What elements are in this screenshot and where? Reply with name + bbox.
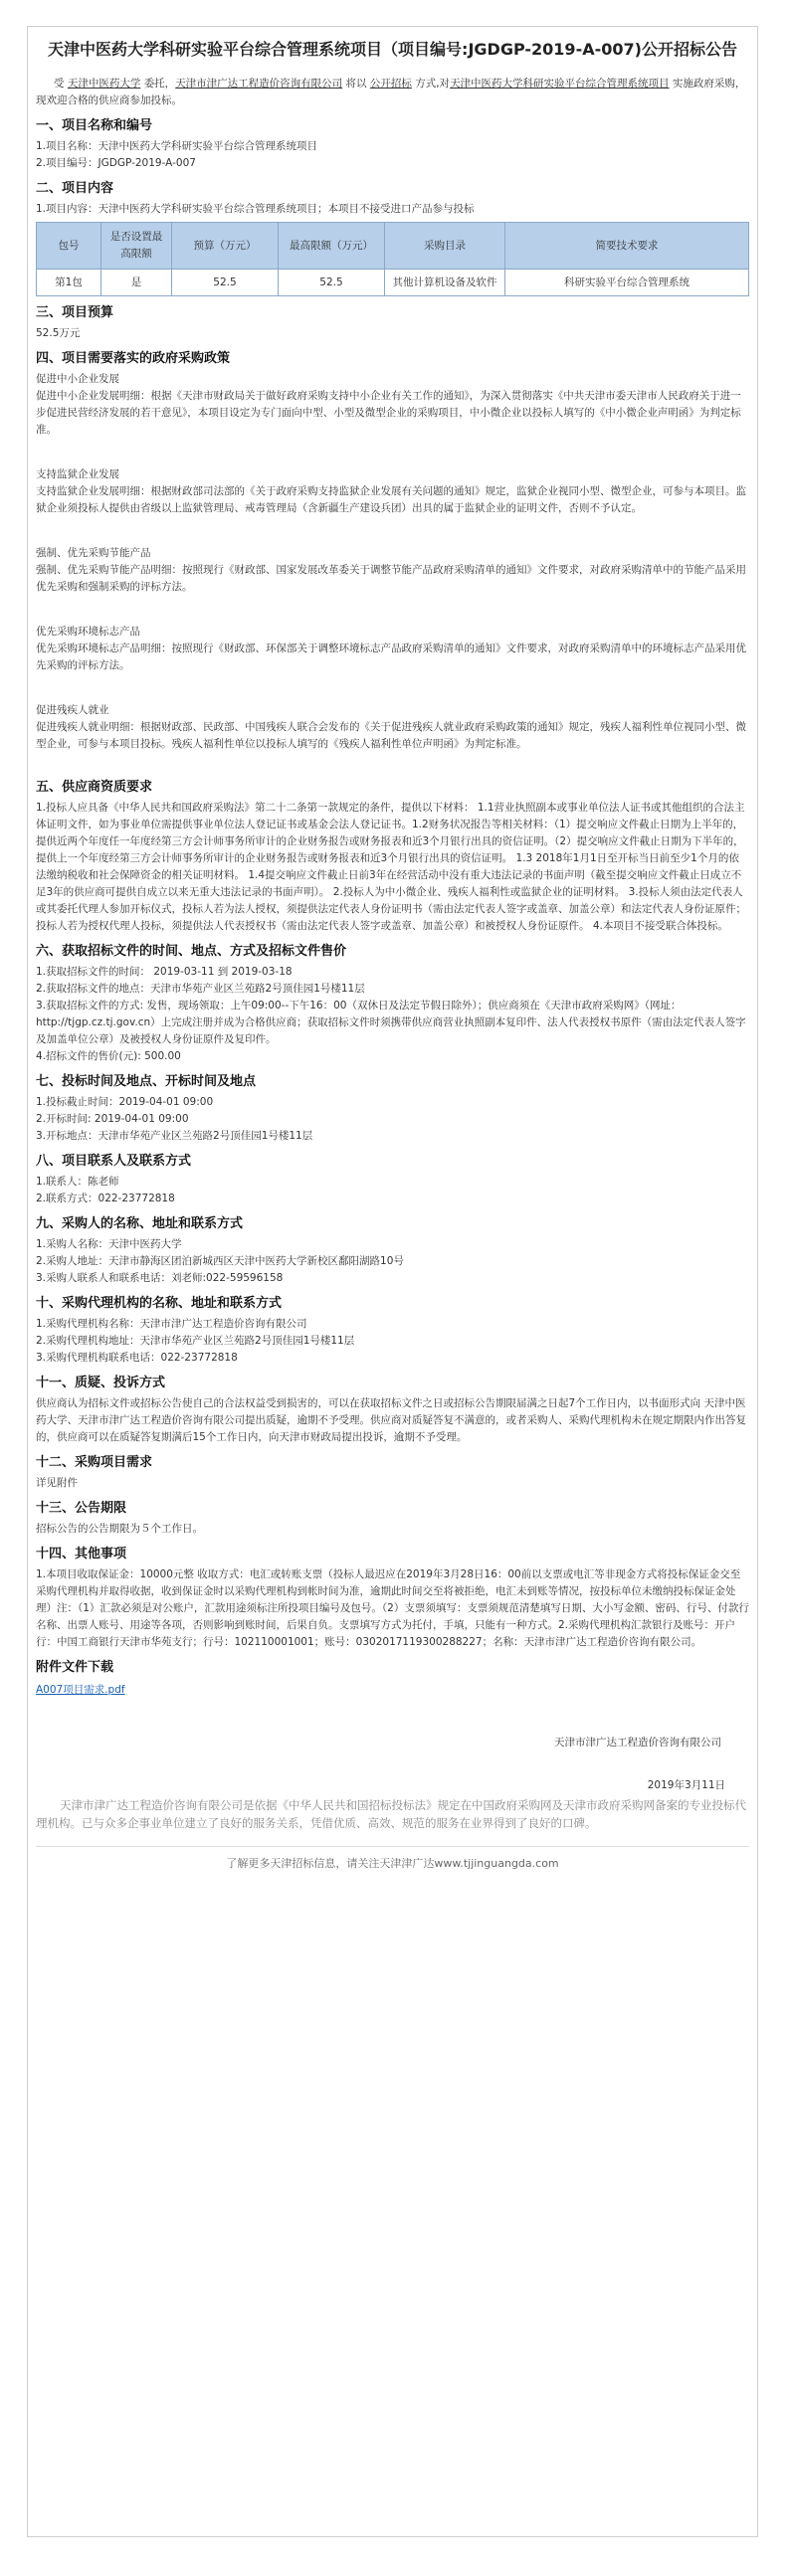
policy-text: 支持监狱企业发展明细：根据财政部司法部的《关于政府采购支持监狱企业发展有关问题的通知》规定，监狱企业视同小型、微型企业，可参与本项目。监狱企业须投标人提供由省级以上监狱管理局、戒毒管理局（含新疆生产建设兵团）出具的属于监狱企业的证明文件，否则不予认定。: [36, 485, 746, 514]
table-cell: 是: [101, 270, 172, 296]
announcement-content: [28, 76, 757, 1872]
agency-name: 天津市津广达工程造价咨询有限公司: [175, 78, 343, 90]
doc-method-line: 3.获取招标文件的方式: 发售，现场领取：上午09:00--下午16：00（双休日及法定节假日除外）；供应商须在《天津市政府采购网》（网址：http://tjgp.cz.tj.gov.cn）上完成注册并成为合格供应商；获取招标文件时须携带供应商营业执照副本复印件、法人代表授权书原件（需由法定代表人签字及加盖单位公章）及被授权人身份证原件及复印件。: [36, 1000, 746, 1045]
policy-title: 优先采购环境标志产品: [36, 626, 140, 638]
section-heading: 七、投标时间及地点、开标时间及地点: [36, 1074, 257, 1089]
section-heading: 六、获取招标文件的时间、地点、方式及招标文件售价: [36, 944, 347, 959]
qualification-text: 1.投标人应具备《中华人民共和国政府采购法》第二十二条第一款规定的条件，提供以下材料： 1.1营业执照副本或事业单位法人证书或其他组织的合法主体证明文件，如为事业单位需提供事业单位法人登记证书或基金会法人登记证书。1.2财务状况报告等相关材料：（1）提交响应文件截止日期为上半年的，提供近两个年度任一年度经第三方会计师事务所审计的企业财务报告或财务报表和近3个月银行出具的资信证明。（2）提交响应文件截止日期为下半年的，提供上一个年度经第三方会计师事务所审计的企业财务报告或财务报表和近3个月银行出具的资信证明。 1.3 2018年1月1日至开标当日前至少1个月的依法缴纳税收和社会保障资金的相关证明材料。 1.4提交响应文件截止日前3年在经营活动中没有重大违法记录的书面声明（截至提交响应文件截止日成立不足3年的供应商可提供自成立以来无重大违法记录的书面声明）。 2.投标人为中小微企业、残疾人福利性或监狱企业的证明材料。 3.投标人须由法定代表人或其委托代理人参加开标仪式，投标人若为法人授权，须提供法定代表人身份证明书（需由法定代表人签字或盖章、加盖公章）和法定代表人身份证原件；投标人若为授权代理人投标，须提供法人代表授权书（需由法定代表人签字或盖章、加盖公章）和被授权人身份证原件。 4.本项目不接受联合体投标。: [36, 802, 746, 932]
table-cell: 第1包: [37, 270, 101, 296]
budget-line: 52.5万元: [36, 327, 81, 339]
table-header: 采购目录: [385, 223, 505, 270]
attachment-link[interactable]: A007项目需求.pdf: [36, 1684, 125, 1696]
table-header: 简要技术要求: [505, 223, 749, 270]
section-heading: 十二、采购项目需求: [36, 1455, 153, 1470]
table-row: [37, 270, 749, 296]
table-cell: 52.5: [172, 270, 279, 296]
table-cell: 科研实验平台综合管理系统: [505, 270, 749, 296]
table-header: 包号: [37, 223, 101, 270]
section-heading: 十、采购代理机构的名称、地址和联系方式: [36, 1296, 283, 1311]
intro-text: 委托，: [143, 78, 176, 90]
section-heading: 十一、质疑、投诉方式: [36, 1376, 166, 1390]
project-number-line: 2.项目编号：JGDGP-2019-A-007: [36, 157, 196, 169]
footer-divider: [36, 1846, 749, 1847]
policy-text: 优先采购环境标志产品明细：按照现行《财政部、环保部关于调整环境标志产品政府采购清单的通知》文件要求，对政府采购清单中的环境标志产品采用优先采购的评标方法。: [36, 643, 746, 671]
agency-name-line: 1.采购代理机构名称：天津市津广达工程造价咨询有限公司: [36, 1318, 307, 1330]
table-header-row: [37, 223, 749, 270]
contact-phone-line: 2.联系方式：022-23772818: [36, 1193, 175, 1204]
intro-text: 方式,对: [415, 78, 451, 90]
announcement-page: [27, 26, 758, 2537]
procurement-method: 公开招标: [369, 78, 412, 90]
section-heading: 八、项目联系人及联系方式: [36, 1154, 192, 1169]
purchaser-name-line: 1.采购人名称：天津中医药大学: [36, 1238, 182, 1250]
agency-phone-line: 3.采购代理机构联系电话：022-23772818: [36, 1352, 238, 1364]
contact-person-line: 1.联系人：陈老师: [36, 1176, 119, 1188]
policy-title: 促进中小企业发展: [36, 373, 119, 385]
policy-title: 支持监狱企业发展: [36, 468, 119, 480]
project-name-line: 1.项目名称：天津中医药大学科研实验平台综合管理系统项目: [36, 140, 318, 152]
notice-period-line: 招标公告的公告期限为５个工作日。: [36, 1523, 203, 1535]
signature-company: 天津市津广达工程造价咨询有限公司: [554, 1737, 721, 1748]
bid-deadline-line: 1.投标截止时间：2019-04-01 09:00: [36, 1096, 214, 1108]
section-heading: 五、供应商资质要求: [36, 780, 153, 795]
signature-date: 2019年3月11日: [647, 1779, 725, 1791]
project-content-line: 1.项目内容：天津中医药大学科研实验平台综合管理系统项目；本项目不接受进口产品参与投标: [36, 203, 475, 215]
project-table: [36, 222, 749, 296]
footer-intro: 天津市津广达工程造价咨询有限公司是依据《中华人民共和国招标投标法》规定在中国政府采购网及天津市政府采购网备案的专业投标代理机构。已与众多企事业单位建立了良好的服务关系，凭借优质、高效、规范的服务在业界得到了良好的口碑。: [36, 1798, 746, 1830]
section-heading: 十三、公告期限: [36, 1501, 127, 1516]
intro-text: 实施政府采购，现欢迎合格的供应商参加投标。: [36, 78, 746, 106]
section-heading: 三、项目预算: [36, 305, 114, 320]
section-heading: 四、项目需要落实的政府采购政策: [36, 351, 231, 366]
table-cell: 其他计算机设备及软件: [385, 270, 505, 296]
policy-text: 促进中小企业发展明细：根据《天津市财政局关于做好政府采购支持中小企业有关工作的通知》，为深入贯彻落实《中共天津市委天津市人民政府关于进一步促进民营经济发展的若干意见》，本项目设定为专门面向中型、小型及微型企业的采购项目，中小微企业以投标人填写的《中小微企业声明函》为判定标准。: [36, 390, 741, 436]
policy-title: 强制、优先采购节能产品: [36, 547, 151, 559]
page-title: 天津中医药大学科研实验平台综合管理系统项目（项目编号:JGDGP-2019-A-007)公开招标公告: [48, 40, 737, 59]
section-heading: 十四、其他事项: [36, 1547, 127, 1562]
policy-title: 促进残疾人就业: [36, 704, 109, 716]
requirement-line: 详见附件: [36, 1477, 78, 1489]
table-header: 最高限额（万元）: [279, 223, 385, 270]
policy-text: 强制、优先采购节能产品明细：按照现行《财政部、国家发展改革委关于调整节能产品政府采购清单的通知》文件要求，对政府采购清单中的节能产品采用优先采购和强制采购的评标方法。: [36, 564, 746, 593]
table-header: 是否设置最高限额: [101, 223, 172, 270]
opening-time-line: 2.开标时间: 2019-04-01 09:00: [36, 1113, 189, 1125]
policy-text: 促进残疾人就业明细：根据财政部、民政部、中国残疾人联合会发布的《关于促进残疾人就业政府采购政策的通知》规定，残疾人福利性单位视同小型、微型企业，可参与本项目投标。残疾人福利性单位以投标人填写的《残疾人福利性单位声明函》为判定标准。: [36, 721, 746, 750]
doc-place-line: 2.获取招标文件的地点：天津市华苑产业区兰苑路2号顶佳园1号楼11层: [36, 983, 365, 995]
doc-price-line: 4.招标文件的售价(元): 500.00: [36, 1050, 181, 1062]
footer-follow: 了解更多天津招标信息，请关注天津津广达www.tjjinguangda.com: [226, 1857, 559, 1870]
project-name: 天津中医药大学科研实验平台综合管理系统项目: [450, 78, 670, 90]
complaint-text: 供应商认为招标文件或招标公告使自己的合法权益受到损害的，可以在获取招标文件之日或招标公告期限届满之日起7个工作日内，以书面形式向 天津中医药大学、天津市津广达工程造价咨询有限公司提出质疑，逾期不予受理。供应商对质疑答复不满意的，或者采购人、采购代理机构未在规定期限内作出答复的，供应商可以在质疑答复期满后15个工作日内，向天津市财政局提出投诉，逾期不予受理。: [36, 1397, 746, 1443]
other-matters-text: 1.本项目收取保证金：10000元整 收取方式：电汇或转账支票（投标人最迟应在2019年3月28日16：00前以支票或电汇等非现金方式将投标保证金交至采购代理机构并取得收据，收到保证金时以采购代理机构到帐时间为准，逾期此时间交至将被拒绝，电汇未到账等情况，按投标单位未缴纳投标保证金处理）注：（1）汇款必须是对公账户，汇款用途须标注所投项目编号及包号。（2）支票须填写：支票须规范清楚填写日期、大小写金额、密码、行号、付款行名称、出票人账号、用途等各项，否则影响到账时间，后果自负。支票填写方式为托付，手填，只能有一种方式。2.采购代理机构汇款银行及账号：开户行：中国工商银行天津市华苑支行；行号：102110001001；账号：0302017119300288227；名称：天津市津广达工程造价咨询有限公司。: [36, 1568, 749, 1648]
intro-text: 受: [54, 78, 65, 90]
purchaser-name: 天津中医药大学: [67, 78, 141, 90]
section-heading: 九、采购人的名称、地址和联系方式: [36, 1216, 244, 1231]
doc-time-line: 1.获取招标文件的时间： 2019-03-11 到 2019-03-18: [36, 966, 293, 978]
purchaser-address-line: 2.采购人地址：天津市静海区团泊新城西区天津中医药大学新校区鄱阳湖路10号: [36, 1255, 404, 1267]
agency-address-line: 2.采购代理机构地址：天津市华苑产业区兰苑路2号顶佳园1号楼11层: [36, 1335, 355, 1347]
intro-paragraph: [36, 76, 749, 109]
table-header: 预算（万元）: [172, 223, 279, 270]
section-heading: 二、项目内容: [36, 181, 114, 196]
purchaser-contact-line: 3.采购人联系人和联系电话：刘老师:022-59596158: [36, 1272, 284, 1284]
intro-text: 将以: [345, 78, 367, 90]
table-cell: 52.5: [279, 270, 385, 296]
section-heading: 一、项目名称和编号: [36, 118, 153, 133]
section-heading: 附件文件下载: [36, 1660, 114, 1675]
opening-place-line: 3.开标地点：天津市华苑产业区兰苑路2号顶佳园1号楼11层: [36, 1130, 313, 1142]
